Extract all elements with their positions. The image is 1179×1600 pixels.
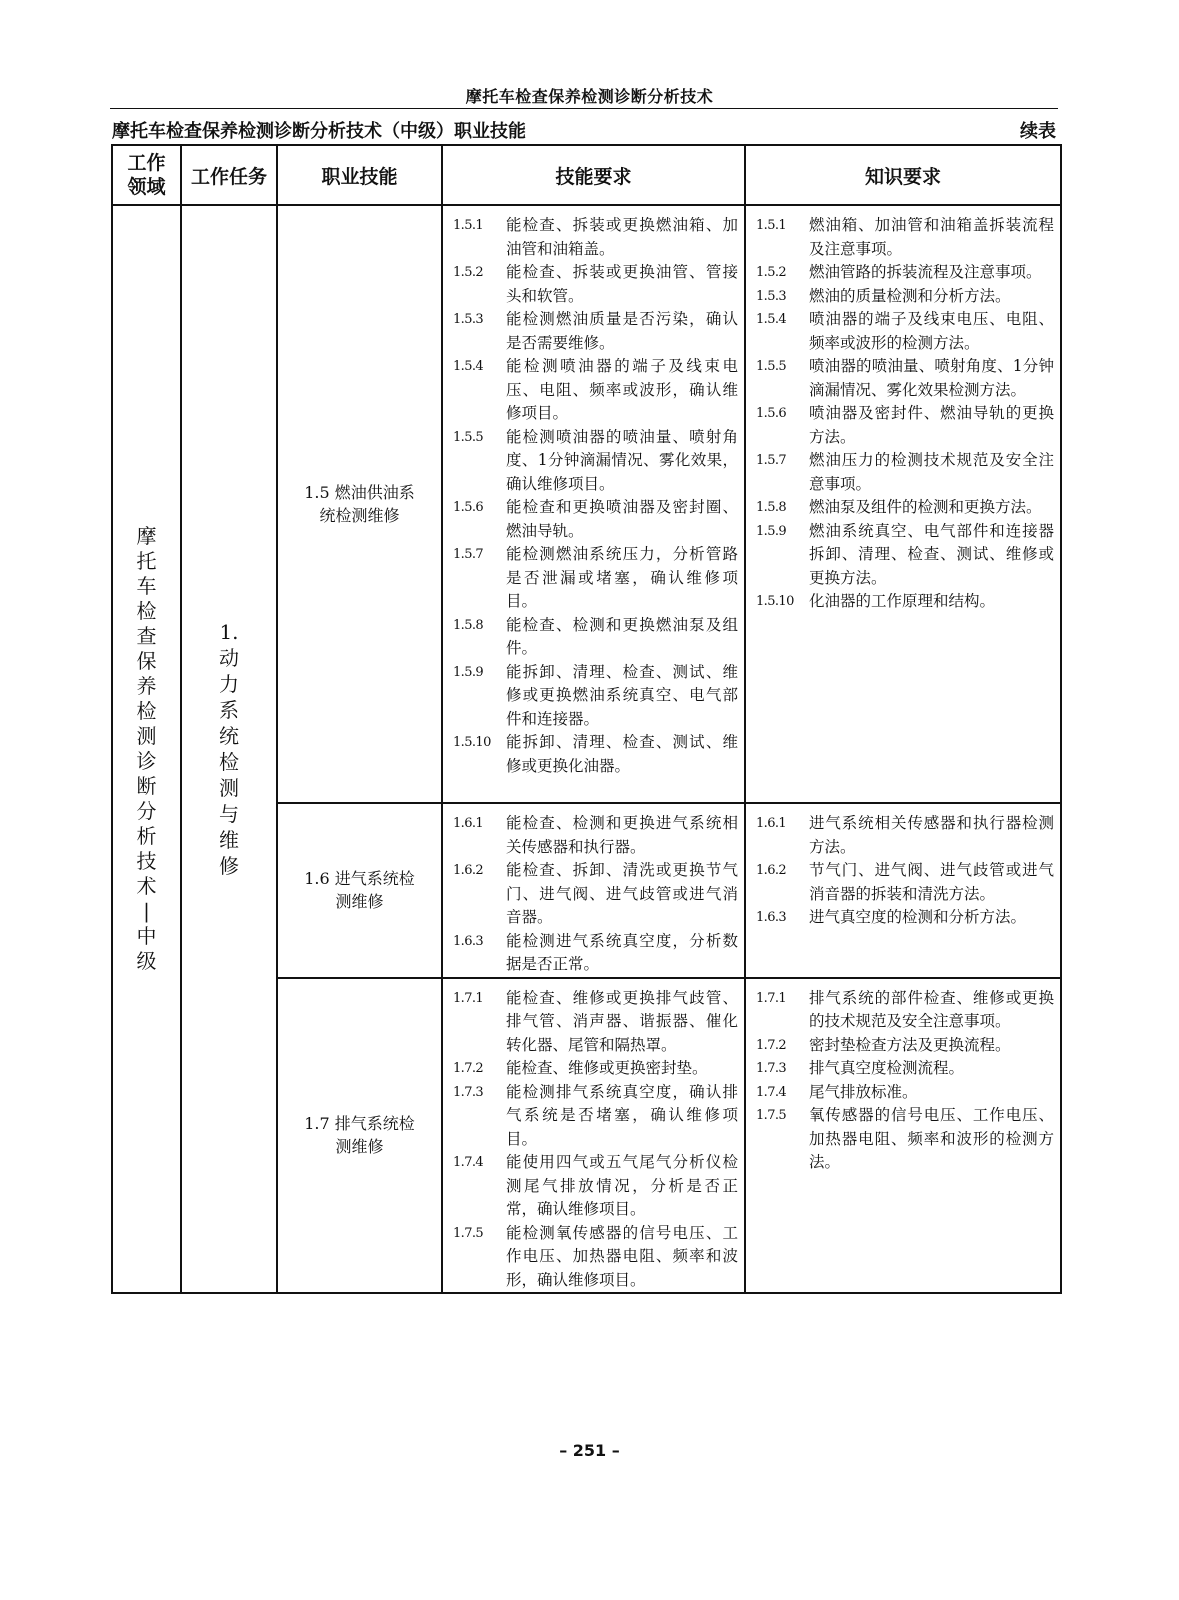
- work-task-char: 统: [219, 724, 239, 748]
- skill-requirement-number: 1.7.3: [453, 1084, 484, 1100]
- skill-cell: 1.7 排气系统检测维修: [277, 978, 442, 1294]
- knowledge-requirement-item: [752, 402, 1054, 449]
- knowledge-requirement-number: 1.5.4: [756, 312, 787, 327]
- work-task-char: 与: [219, 802, 239, 826]
- knowledge-requirement-item: [752, 520, 1054, 591]
- knowledge-requirements-cell: [745, 205, 1061, 803]
- skill-requirement-item: [449, 308, 738, 355]
- knowledge-requirements-cell: [745, 978, 1061, 1294]
- work-domain-char: 术: [136, 874, 157, 898]
- skill-requirement-text: 能检查和更换喷油器及密封圈、燃油导轨。: [506, 498, 738, 540]
- skill-requirement-text: 能使用四气或五气尾气分析仪检测尾气排放情况，分析是否正常，确认维修项目。: [506, 1153, 738, 1218]
- knowledge-requirement-text: 氧传感器的信号电压、工作电压、加热器电阻、频率和波形的检测方法。: [809, 1106, 1054, 1171]
- work-domain-text: [113, 524, 180, 974]
- work-task-char: 检: [219, 750, 239, 774]
- knowledge-requirement-text: 喷油器的端子及线束电压、电阻、频率或波形的检测方法。: [809, 310, 1054, 352]
- knowledge-requirement-number: 1.5.8: [756, 500, 787, 515]
- knowledge-requirement-number: 1.7.1: [756, 990, 787, 1006]
- work-task-cell: [181, 205, 277, 1293]
- knowledge-requirement-text: 燃油系统真空、电气部件和连接器拆卸、清理、检查、测试、维修或更换方法。: [809, 521, 1054, 587]
- knowledge-requirement-number: 1.5.9: [756, 523, 787, 539]
- skill-requirement-item: [449, 1222, 738, 1293]
- work-domain-char: 保: [136, 649, 157, 673]
- knowledge-requirement-text: 化油器的工作原理和结构。: [809, 592, 996, 610]
- skill-requirement-text: 能检测氧传感器的信号电压、工作电压、加热器电阻、频率和波形，确认维修项目。: [506, 1223, 738, 1289]
- document-title: 摩托车检查保养检测诊断分析技术（中级）职业技能: [112, 121, 526, 142]
- table-header-row: [112, 145, 1061, 205]
- knowledge-requirement-number: 1.6.3: [756, 910, 787, 925]
- skill-requirement-number: 1.6.2: [453, 863, 484, 878]
- skill-requirement-text: 能检测喷油器的喷油量、喷射角度、1分钟滴漏情况、雾化效果，确认维修项目。: [506, 427, 738, 493]
- work-task-char: 测: [219, 776, 239, 800]
- skill-requirement-text: 能检测喷油器的端子及线束电压、电阻、频率或波形，确认维修项目。: [506, 357, 738, 422]
- column-header-skill-requirements: 技能要求: [442, 145, 745, 205]
- knowledge-requirement-text: 喷油器及密封件、燃油导轨的更换方法。: [809, 404, 1054, 446]
- work-task-char: 维: [219, 828, 239, 852]
- knowledge-requirement-item: [752, 859, 1054, 906]
- knowledge-requirement-number: 1.7.3: [756, 1061, 787, 1076]
- skill-requirement-number: 1.5.7: [453, 547, 484, 562]
- skill-requirement-number: 1.5.3: [453, 312, 484, 327]
- work-task-char: 修: [219, 854, 239, 878]
- continued-label: 续表: [1020, 121, 1056, 142]
- skill-requirement-text: 能检测排气系统真空度，确认排气系统是否堵塞，确认维修项目。: [506, 1082, 738, 1148]
- skill-requirement-item: [449, 731, 738, 778]
- work-task-char: 1.: [219, 620, 239, 644]
- knowledge-requirement-number: 1.5.10: [756, 594, 794, 609]
- skill-requirement-item: [449, 426, 738, 497]
- knowledge-requirement-text: 密封垫检查方法及更换流程。: [809, 1035, 1011, 1054]
- skill-requirement-text: 能检测燃油系统压力，分析管路是否泄漏或堵塞，确认维修项目。: [506, 545, 738, 610]
- knowledge-requirement-item: [752, 214, 1054, 261]
- knowledge-requirement-number: 1.7.4: [756, 1084, 787, 1100]
- knowledge-requirement-number: 1.5.6: [756, 406, 787, 421]
- work-domain-char: |: [143, 899, 150, 923]
- skill-requirement-number: 1.7.4: [453, 1155, 484, 1170]
- knowledge-requirement-number: 1.5.7: [756, 453, 787, 468]
- skills-table: [111, 144, 1062, 1294]
- skill-requirement-text: 能检查、检测和更换进气系统相关传感器和执行器。: [506, 814, 738, 856]
- knowledge-requirement-number: 1.5.3: [756, 288, 787, 304]
- skill-requirement-item: [449, 987, 738, 1058]
- skill-requirements-cell: [442, 978, 745, 1294]
- knowledge-requirement-item: [752, 1081, 1054, 1105]
- work-task-char: 动: [219, 646, 239, 670]
- knowledge-requirement-item: [752, 285, 1054, 309]
- skill-requirement-item: [449, 1081, 738, 1152]
- work-task-char: 系: [219, 698, 239, 722]
- knowledge-requirement-item: [752, 1034, 1054, 1058]
- knowledge-requirement-text: 进气真空度的检测和分析方法。: [809, 908, 1027, 926]
- skill-requirement-text: 能检查、维修或更换密封垫。: [506, 1059, 708, 1077]
- skill-requirement-number: 1.7.5: [453, 1225, 484, 1241]
- knowledge-requirement-text: 排气系统的部件检查、维修或更换的技术规范及安全注意事项。: [809, 988, 1054, 1030]
- work-domain-char: 检: [136, 599, 157, 623]
- skill-requirement-number: 1.5.8: [453, 617, 484, 633]
- skill-requirement-item: [449, 614, 738, 661]
- skill-requirement-item: [449, 214, 738, 261]
- knowledge-requirement-number: 1.7.5: [756, 1108, 787, 1123]
- skill-requirement-item: [449, 812, 738, 859]
- knowledge-requirement-number: 1.7.2: [756, 1037, 787, 1053]
- title-row: [112, 117, 1056, 143]
- skill-requirement-number: 1.7.2: [453, 1061, 484, 1076]
- knowledge-requirement-number: 1.6.2: [756, 863, 787, 878]
- skill-requirement-number: 1.5.1: [453, 218, 484, 233]
- skill-requirement-text: 能检查、维修或更换排气歧管、排气管、消声器、谐振器、催化转化器、尾管和隔热罩。: [506, 988, 738, 1054]
- column-header-task: 工作任务: [181, 145, 277, 205]
- skill-requirement-item: [449, 1151, 738, 1222]
- knowledge-requirement-text: 燃油压力的检测技术规范及安全注意事项。: [809, 451, 1054, 493]
- knowledge-requirement-item: [752, 449, 1054, 496]
- skill-requirement-number: 1.5.9: [453, 664, 484, 680]
- skill-requirement-number: 1.5.4: [453, 359, 484, 374]
- skill-requirement-item: [449, 661, 738, 732]
- knowledge-requirement-text: 燃油箱、加油管和油箱盖拆装流程及注意事项。: [809, 216, 1054, 258]
- column-header-knowledge-requirements: 知识要求: [745, 145, 1061, 205]
- knowledge-requirement-text: 节气门、进气阀、进气歧管或进气消音器的拆装和清洗方法。: [809, 861, 1054, 903]
- table-row: [112, 205, 1061, 803]
- skill-requirement-item: [449, 859, 738, 930]
- knowledge-requirement-item: [752, 906, 1054, 930]
- work-domain-char: 摩: [136, 524, 157, 548]
- skill-requirement-text: 能拆卸、清理、检查、测试、维修或更换燃油系统真空、电气部件和连接器。: [506, 662, 738, 728]
- page-number: – 251 –: [559, 1441, 620, 1460]
- knowledge-requirement-text: 燃油的质量检测和分析方法。: [809, 286, 1011, 305]
- knowledge-requirement-number: 1.5.5: [756, 359, 787, 374]
- skill-requirements-cell: [442, 205, 745, 803]
- knowledge-requirement-item: [752, 987, 1054, 1034]
- work-domain-char: 托: [136, 549, 157, 573]
- knowledge-requirement-text: 进气系统相关传感器和执行器检测方法。: [809, 814, 1054, 856]
- skill-requirement-item: [449, 1057, 738, 1081]
- knowledge-requirement-item: [752, 812, 1054, 859]
- work-task-char: 力: [219, 672, 239, 696]
- knowledge-requirement-item: [752, 1057, 1054, 1081]
- work-domain-cell: [112, 205, 181, 1293]
- knowledge-requirement-text: 尾气排放标准。: [809, 1082, 918, 1101]
- knowledge-requirement-number: 1.5.2: [756, 265, 787, 280]
- skill-requirement-text: 能拆卸、清理、检查、测试、维修或更换化油器。: [506, 733, 738, 775]
- work-domain-char: 检: [136, 699, 157, 723]
- skill-requirement-item: [449, 496, 738, 543]
- work-domain-char: 养: [136, 674, 157, 698]
- skill-requirement-number: 1.5.10: [453, 735, 491, 750]
- knowledge-requirement-number: 1.6.1: [756, 816, 787, 831]
- skill-requirement-text: 能检查、检测和更换燃油泵及组件。: [506, 615, 738, 657]
- column-header-skill: 职业技能: [277, 145, 442, 205]
- work-domain-char: 分: [136, 799, 157, 823]
- skill-requirement-text: 能检查、拆装或更换燃油箱、加油管和油箱盖。: [506, 216, 738, 258]
- knowledge-requirement-text: 燃油泵及组件的检测和更换方法。: [809, 498, 1042, 516]
- work-domain-char: 查: [136, 624, 157, 648]
- knowledge-requirements-cell: [745, 803, 1061, 978]
- skill-requirement-number: 1.6.1: [453, 816, 484, 831]
- skill-requirement-text: 能检测燃油质量是否污染，确认是否需要维修。: [506, 310, 738, 352]
- work-domain-char: 测: [136, 724, 157, 748]
- column-header-domain: [112, 145, 181, 205]
- header-rule: [110, 108, 1058, 109]
- skill-requirement-item: [449, 355, 738, 426]
- knowledge-requirement-text: 排气真空度检测流程。: [809, 1059, 965, 1077]
- work-domain-char: 析: [136, 824, 157, 848]
- skill-requirement-item: [449, 261, 738, 308]
- work-domain-char: 车: [136, 574, 157, 598]
- column-header-domain-line2: 领域: [127, 176, 166, 198]
- skill-requirement-number: 1.5.6: [453, 500, 484, 515]
- skill-requirement-number: 1.7.1: [453, 990, 484, 1006]
- knowledge-requirement-item: [752, 496, 1054, 520]
- knowledge-requirement-number: 1.5.1: [756, 218, 787, 233]
- column-header-domain-line1: 工作: [127, 152, 166, 174]
- knowledge-requirement-item: [752, 308, 1054, 355]
- skill-requirements-cell: [442, 803, 745, 978]
- skill-requirement-number: 1.6.3: [453, 933, 484, 949]
- skill-requirement-item: [449, 543, 738, 614]
- work-task-text: [182, 619, 276, 879]
- skill-requirement-number: 1.5.2: [453, 265, 484, 280]
- work-domain-char: 中: [136, 924, 157, 948]
- knowledge-requirement-text: 燃油管路的拆装流程及注意事项。: [809, 263, 1042, 281]
- skill-cell: 1.5 燃油供油系统检测维修: [277, 205, 442, 803]
- knowledge-requirement-item: [752, 355, 1054, 402]
- running-header: 摩托车检查保养检测诊断分析技术: [465, 87, 714, 106]
- skill-requirement-text: 能检测进气系统真空度，分析数据是否正常。: [506, 931, 738, 973]
- skill-requirement-text: 能检查、拆装或更换油管、管接头和软管。: [506, 263, 738, 305]
- work-domain-char: 诊: [136, 749, 157, 773]
- work-domain-char: 级: [136, 949, 157, 973]
- knowledge-requirement-item: [752, 261, 1054, 285]
- skill-requirement-text: 能检查、拆卸、清洗或更换节气门、进气阀、进气歧管或进气消音器。: [506, 861, 738, 926]
- knowledge-requirement-item: [752, 590, 1054, 614]
- knowledge-requirement-text: 喷油器的喷油量、喷射角度、1分钟滴漏情况、雾化效果检测方法。: [809, 357, 1054, 399]
- skill-requirement-item: [449, 930, 738, 977]
- skill-cell: 1.6 进气系统检测维修: [277, 803, 442, 978]
- skill-requirement-number: 1.5.5: [453, 429, 484, 445]
- work-domain-char: 技: [136, 849, 157, 873]
- knowledge-requirement-item: [752, 1104, 1054, 1175]
- work-domain-char: 断: [136, 774, 157, 798]
